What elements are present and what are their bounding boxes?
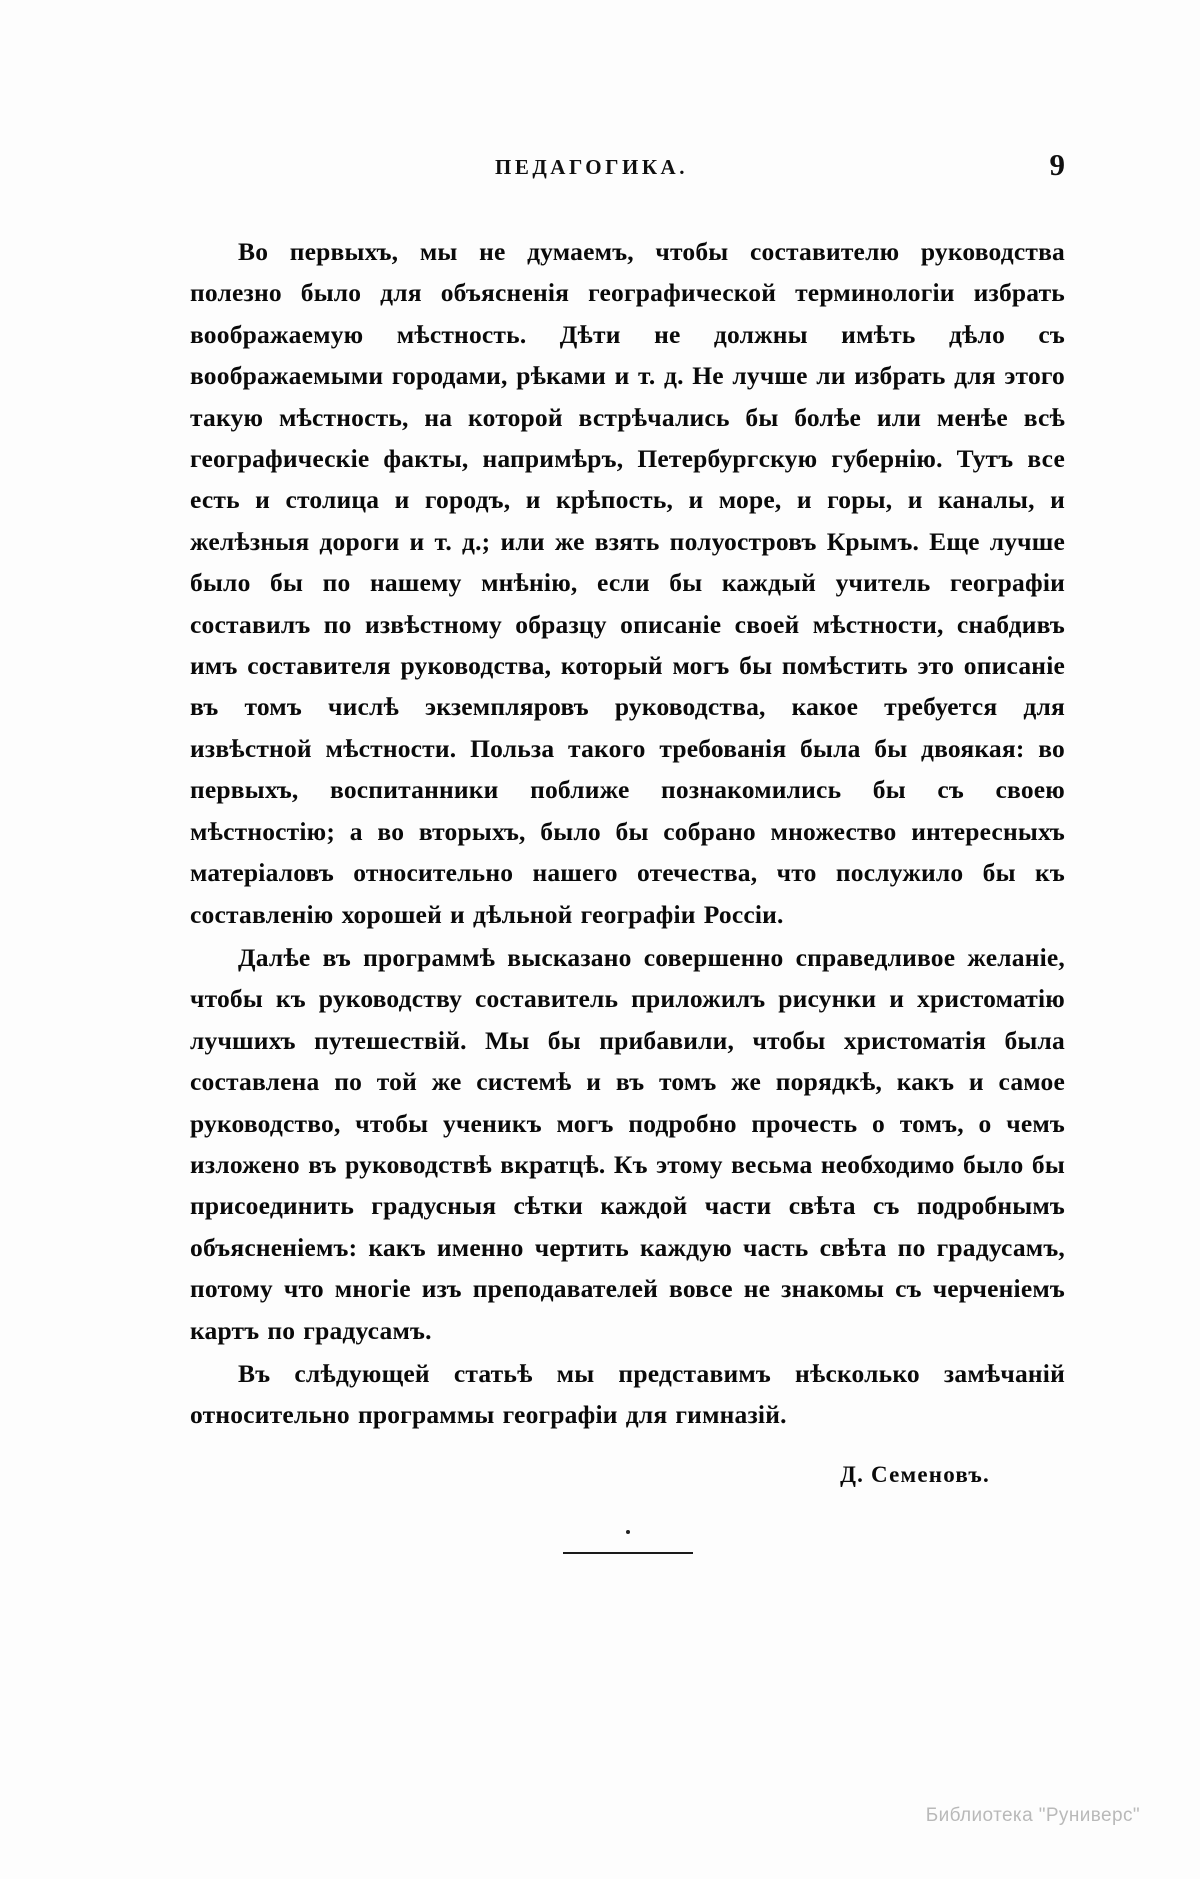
divider-dot	[626, 1530, 630, 1534]
divider-rule	[563, 1552, 693, 1554]
body-text	[190, 231, 1065, 1436]
section-divider	[190, 1530, 1065, 1559]
paragraph-1: Во первыхъ, мы не думаемъ, чтобы составителю руководства полезно было для объясненія географической терминологіи избрать воображаемую мѣстность. Дѣти не должны имѣть дѣло съ воображаемыми городами, рѣками и т. д. Не лучше ли избрать для этого такую мѣстность, на которой встрѣчались бы болѣе или менѣе всѣ географическіе факты, напримѣръ, Петербургскую губернію. Тутъ все есть и столица и городъ, и крѣпость, и море, и горы, и каналы, и желѣзныя дороги и т. д.; или же взять полуостровъ Крымъ. Еще лучше было бы по нашему мнѣнію, если бы каждый учитель географіи составилъ по извѣстному образцу описаніе своей мѣстности, снабдивъ имъ составителя руководства, который могъ бы помѣстить это описаніе въ томъ числѣ экземпляровъ руководства, какое требуется для извѣстной мѣстности. Польза такого требованія была бы двоякая: во первыхъ, воспитанники поближе познакомились бы съ своею мѣстностію; а во вторыхъ, было бы собрано множество интересныхъ матеріаловъ относительно нашего отечества, что послужило бы къ составленію хорошей и дѣльной географіи Россіи.	[190, 237, 1065, 929]
paragraph-2: Далѣе въ программѣ высказано совершенно справедливое желаніе, чтобы къ руководству составитель приложилъ рисунки и христоматію лучшихъ путешествій. Мы бы прибавили, чтобы христоматія была составлена по той же системѣ и въ томъ же порядкѣ, какъ и самое руководство, чтобы ученикъ могъ подробно прочесть о томъ, о чемъ изложено въ руководствѣ вкратцѣ. Къ этому весьма необходимо было бы присоединить градусныя сѣтки каждой части свѣта съ подробнымъ объясненіемъ: какъ именно чертить каждую часть свѣта по градусамъ, потому что многіе изъ преподавателей вовсе не знакомы съ черченіемъ картъ по градусамъ.	[190, 942, 1065, 1345]
paragraph-3: Въ слѣдующей статьѣ мы представимъ нѣсколько замѣчаній относительно программы географіи для гимназій.	[190, 1358, 1065, 1430]
page-number: 9	[1049, 147, 1065, 182]
page-content	[190, 147, 1065, 1559]
running-head	[190, 147, 1065, 201]
author-signature: Д. Семеновъ.	[840, 1461, 990, 1487]
library-watermark: Библиотека "Руниверс"	[925, 1805, 1140, 1826]
running-title: ПЕДАГОГИКА.	[495, 155, 688, 179]
